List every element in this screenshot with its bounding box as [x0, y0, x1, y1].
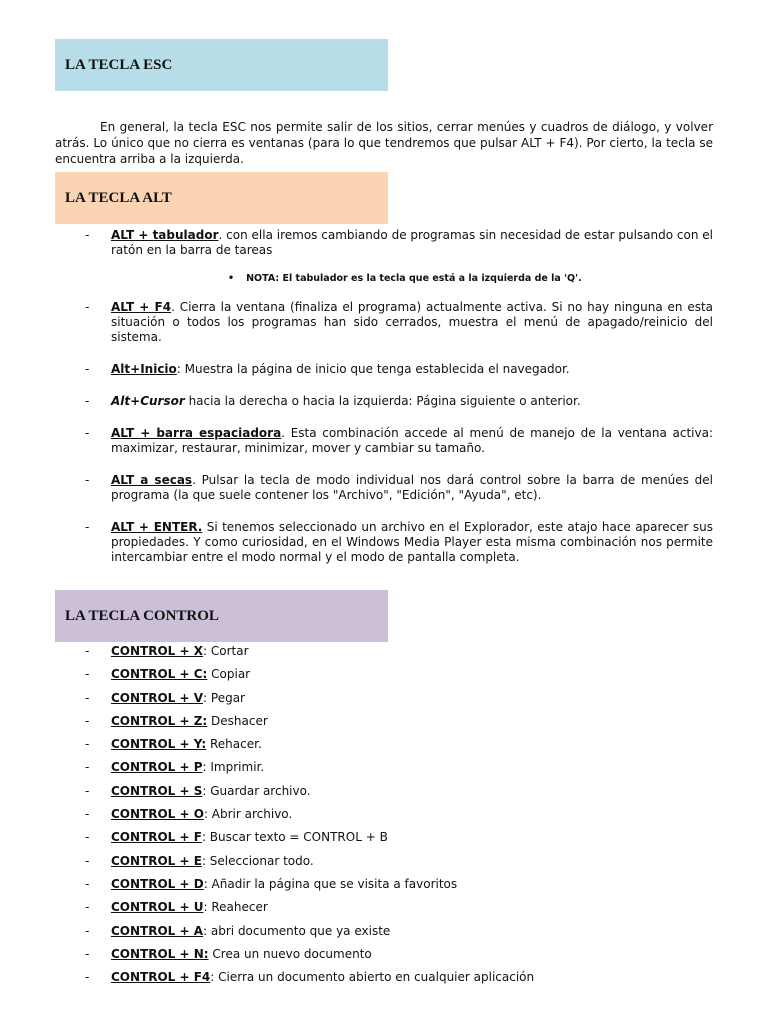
section-heading-esc: LA TECLA ESC [55, 39, 388, 91]
shortcut-key: CONTROL + S [111, 783, 203, 798]
shortcut-key: Alt+Cursor [111, 394, 185, 408]
list-item [85, 760, 713, 783]
shortcut-key: Alt+Inicio [111, 362, 177, 376]
alt-list-part1 [85, 228, 713, 258]
shortcut-description: . con ella iremos cambiando de programas sin necesidad de estar pulsando con el ratón en la barra de tareas [111, 228, 713, 257]
dash-marker: - [85, 713, 90, 728]
dash-marker: - [85, 946, 90, 961]
shortcut-key: CONTROL + X [111, 644, 203, 658]
list-item [85, 877, 713, 900]
shortcut-key: ALT + F4 [111, 300, 172, 314]
dash-marker: - [85, 807, 90, 822]
section-heading-control: LA TECLA CONTROL [55, 590, 388, 642]
shortcut-key: ALT + ENTER. [111, 520, 203, 534]
list-item [85, 520, 713, 565]
shortcut-description: : Muestra la página de inicio que tenga establecida el navegador. [176, 362, 570, 376]
section-heading-alt: LA TECLA ALT [55, 172, 388, 224]
shortcut-key: CONTROL + V [111, 690, 204, 705]
shortcut-description: : Cortar [203, 644, 249, 658]
shortcut-description: . Esta combinación accede al menú de manejo de la ventana activa: maximizar, restaurar, minimizar, mover y cambiar su tamaño. [111, 426, 713, 455]
alt-list-part5 [85, 426, 713, 456]
shortcut-description: : Pegar [203, 690, 245, 705]
dash-marker: - [85, 362, 90, 376]
dash-marker: - [85, 737, 90, 752]
alt-list-part3 [85, 362, 713, 377]
dash-marker: - [85, 900, 90, 915]
dash-marker: - [85, 426, 90, 440]
list-item [85, 784, 713, 807]
shortcut-key: CONTROL + A [111, 923, 204, 938]
list-item [85, 830, 713, 853]
list-item [85, 900, 713, 923]
list-item [85, 644, 713, 667]
alt-list-part4 [85, 394, 713, 409]
shortcut-description: Si tenemos seleccionado un archivo en el Explorador, este atajo hace aparecer sus propiedades. Y como curiosidad, en el Windows Media Player esta misma combinación nos permite intercambiar entre el modo normal y el modo de pantalla completa. [111, 520, 713, 564]
shortcut-description: : Cierra un documento abierto en cualquier aplicación [210, 970, 535, 985]
shortcut-description: Copiar [207, 667, 251, 682]
dash-marker: - [85, 300, 90, 314]
alt-list-part2 [85, 300, 713, 345]
shortcut-key: CONTROL + Z: [111, 713, 208, 728]
shortcut-description: . Cierra la ventana (finaliza el programa) actualmente activa. Si no hay ninguna en esta situación o todos los programas han sido cerrados, muestra el menú de apagado/reinicio del sistema. [111, 300, 714, 344]
list-item [85, 300, 713, 345]
shortcut-description: hacia la derecha o hacia la izquierda: Página siguiente o anterior. [184, 394, 581, 408]
shortcut-key: CONTROL + Y: [111, 737, 207, 752]
tab-note [228, 273, 582, 284]
dash-marker: - [85, 853, 90, 868]
shortcut-description: : Abrir archivo. [203, 807, 293, 822]
dash-marker: - [85, 690, 90, 705]
shortcut-description: : Buscar texto = CONTROL + B [201, 830, 388, 845]
shortcut-description: : abri documento que ya existe [203, 923, 391, 938]
esc-paragraph-text: En general, la tecla ESC nos permite salir de los sitios, cerrar menúes y cuadros de diálogo, y volver atrás. Lo único que no cierra es ventanas (para lo que tendremos que pulsar ALT + F4). Por cierto, la tecla se encuentra arriba a la izquierda. [55, 120, 713, 166]
shortcut-key: ALT + tabulador [111, 228, 219, 242]
alt-list-part7 [85, 520, 713, 565]
dash-marker: - [85, 970, 90, 985]
dash-marker: - [85, 830, 90, 845]
list-item [85, 394, 713, 409]
list-item [85, 473, 713, 503]
dash-marker: - [85, 760, 90, 775]
alt-list-part6 [85, 473, 713, 503]
shortcut-key: CONTROL + N: [111, 946, 209, 961]
list-item [85, 426, 713, 456]
shortcut-description: : Imprimir. [202, 760, 265, 775]
list-item [85, 970, 713, 993]
dash-marker: - [85, 473, 90, 487]
shortcut-description: : Añadir la página que se visita a favoritos [203, 876, 458, 891]
dash-marker: - [85, 783, 90, 798]
shortcut-description: Crea un nuevo documento [208, 946, 372, 961]
shortcut-key: CONTROL + E [111, 853, 202, 868]
list-item [85, 924, 713, 947]
shortcut-description: : Seleccionar todo. [201, 853, 314, 868]
shortcut-key: ALT a secas [111, 473, 193, 487]
dash-marker: - [85, 644, 90, 658]
note-text: NOTA: El tabulador es la tecla que está a la izquierda de la 'Q'. [246, 273, 582, 284]
list-item [85, 854, 713, 877]
dash-marker: - [85, 228, 90, 242]
list-item [85, 667, 713, 690]
list-item [85, 691, 713, 714]
shortcut-key: CONTROL + F4 [111, 970, 211, 985]
list-item [85, 807, 713, 830]
shortcut-key: CONTROL + O [111, 807, 204, 822]
shortcut-key: ALT + barra espaciadora [111, 426, 282, 440]
shortcut-key: CONTROL + C: [111, 667, 208, 682]
list-item [85, 362, 713, 377]
dash-marker: - [85, 667, 90, 682]
esc-paragraph [55, 119, 713, 167]
list-item [85, 228, 713, 258]
dash-marker: - [85, 394, 90, 408]
dash-marker: - [85, 520, 90, 534]
list-item [85, 737, 713, 760]
shortcut-key: CONTROL + F [111, 830, 202, 845]
shortcut-description: : Reahecer [203, 900, 268, 915]
list-item [85, 714, 713, 737]
shortcut-description: Rehacer. [206, 737, 262, 752]
shortcut-description: : Guardar archivo. [202, 783, 311, 798]
shortcut-key: CONTROL + U [111, 900, 204, 915]
dash-marker: - [85, 923, 90, 938]
shortcut-description: . Pulsar la tecla de modo individual nos dará control sobre la barra de menúes del programa (la que suele contener los "Archivo", "Edición", "Ayuda", etc). [111, 473, 713, 502]
bullet-marker: • [228, 273, 235, 284]
dash-marker: - [85, 876, 90, 891]
list-item [85, 947, 713, 970]
shortcut-key: CONTROL + P [111, 760, 203, 775]
shortcut-description: Deshacer [207, 713, 268, 728]
shortcut-key: CONTROL + D [111, 876, 204, 891]
control-list [85, 644, 713, 993]
